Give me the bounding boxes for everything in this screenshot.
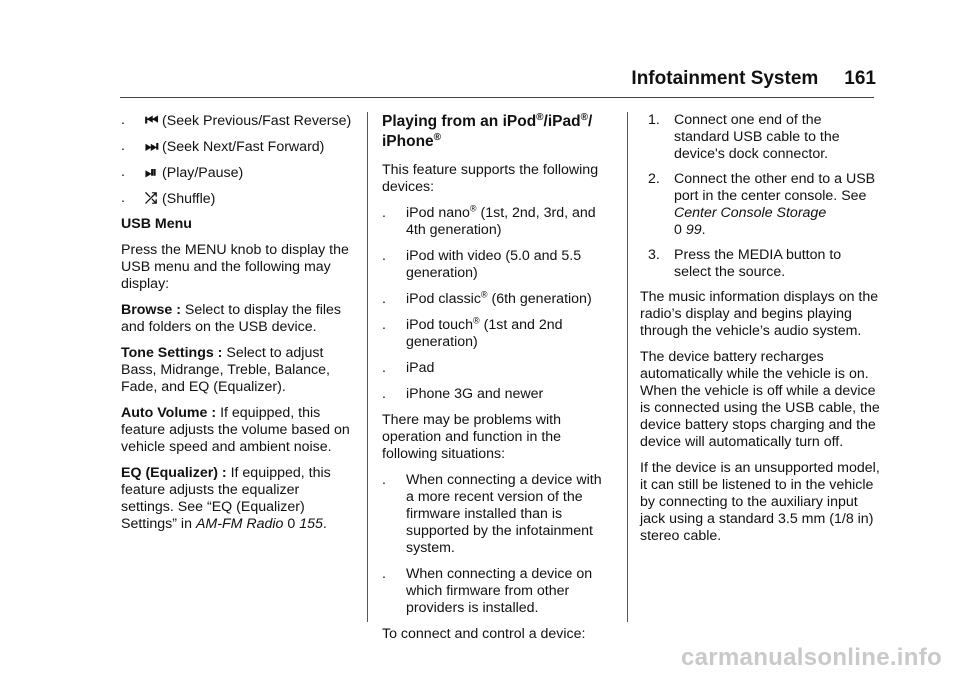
problems-intro: There may be problems with operation and function in the following situations:: [382, 412, 562, 462]
watermark: carmanualsonline.info: [680, 644, 942, 671]
column-divider-1: [367, 112, 368, 622]
control-item-shuffle: . ⤮ (Shuffle): [121, 190, 216, 207]
section-title: Infotainment System: [631, 68, 819, 89]
page-header: [631, 68, 876, 90]
column-2: [382, 112, 610, 652]
usb-menu-heading: USB Menu: [121, 216, 192, 232]
column-1: [121, 112, 356, 542]
device-item: . iPhone 3G and newer: [382, 386, 544, 402]
column-3: [640, 112, 880, 554]
device-item: . iPod nano® (1st, 2nd, 3rd, and 4th generation): [382, 203, 596, 238]
column-divider-2: [627, 112, 628, 622]
usb-menu-intro: Press the MENU knob to display the USB menu and the following may display:: [121, 242, 349, 292]
control-item-seek-previous: . ⏮ (Seek Previous/Fast Reverse): [121, 112, 352, 129]
step-item: 3. Press the MEDIA button to select the source.: [648, 247, 842, 280]
eq-cross-reference[interactable]: AM-FM Radio: [195, 516, 284, 532]
eq-page-ref[interactable]: 155: [299, 516, 323, 532]
control-item-seek-next: . ⏭ (Seek Next/Fast Forward): [121, 138, 325, 155]
connect-intro: To connect and control a device:: [382, 626, 586, 642]
step-item: 2. Connect the other end to a USB port in the center console. See Center Console Storage 0 99.: [648, 171, 876, 238]
control-item-play-pause: . ⏯ (Play/Pause): [121, 164, 244, 181]
shuffle-icon: ⤮: [145, 190, 158, 207]
console-storage-page-ref[interactable]: 99: [685, 222, 702, 238]
seek-next-icon: ⏭: [145, 138, 159, 155]
console-storage-cross-reference[interactable]: Center Console Storage: [674, 205, 827, 221]
device-item: . iPod touch® (1st and 2nd generation): [382, 315, 563, 350]
device-item: . iPad: [382, 360, 435, 376]
problem-item: . When connecting a device with a more recent version of the firmware installed than is supported by the infotainment system.: [382, 472, 602, 556]
ipod-section-heading: Playing from an iPod®/iPad®/ iPhone®: [382, 111, 593, 150]
seek-previous-icon: ⏮: [145, 112, 159, 129]
device-item: . iPod classic® (6th generation): [382, 289, 592, 307]
paragraph: The music information displays on the radio’s display and begins playing through the vehicle’s audio system.: [640, 289, 879, 339]
page-ref-arrow-icon: 0: [674, 222, 682, 238]
devices-intro: This feature supports the following devices:: [382, 162, 599, 195]
paragraph: The device battery recharges automatically while the vehicle is on. When the vehicle is off while a device is connected using the USB cable, the device battery stops charging and the device will automatically turn off.: [640, 349, 880, 450]
device-item: . iPod with video (5.0 and 5.5 generation): [382, 248, 582, 281]
tone-settings-entry: Tone Settings : Select to adjust Bass, Midrange, Treble, Balance, Fade, and EQ (Equalizer).: [121, 345, 330, 395]
page-number: 161: [844, 68, 876, 89]
step-item: 1. Connect one end of the standard USB cable to the device's dock connector.: [648, 112, 840, 162]
header-rule: [120, 97, 874, 98]
problem-item: . When connecting a device on which firmware from other providers is installed.: [382, 566, 593, 616]
play-pause-icon: ⏯: [145, 164, 158, 181]
eq-entry: EQ (Equalizer) : If equipped, this feature adjusts the equalizer settings. See “EQ (Equalizer) Settings” in AM-FM Radio 0 155.: [121, 465, 331, 532]
auto-volume-entry: Auto Volume : If equipped, this feature adjusts the volume based on vehicle speed and ambient noise.: [121, 405, 350, 455]
page-ref-arrow-icon: 0: [287, 516, 296, 532]
paragraph: If the device is an unsupported model, it can still be listened to in the vehicle by connecting to the auxiliary input jack using a standard 3.5 mm (1/8 in) stereo cable.: [640, 460, 880, 544]
browse-entry: Browse : Select to display the files and folders on the USB device.: [121, 302, 342, 335]
